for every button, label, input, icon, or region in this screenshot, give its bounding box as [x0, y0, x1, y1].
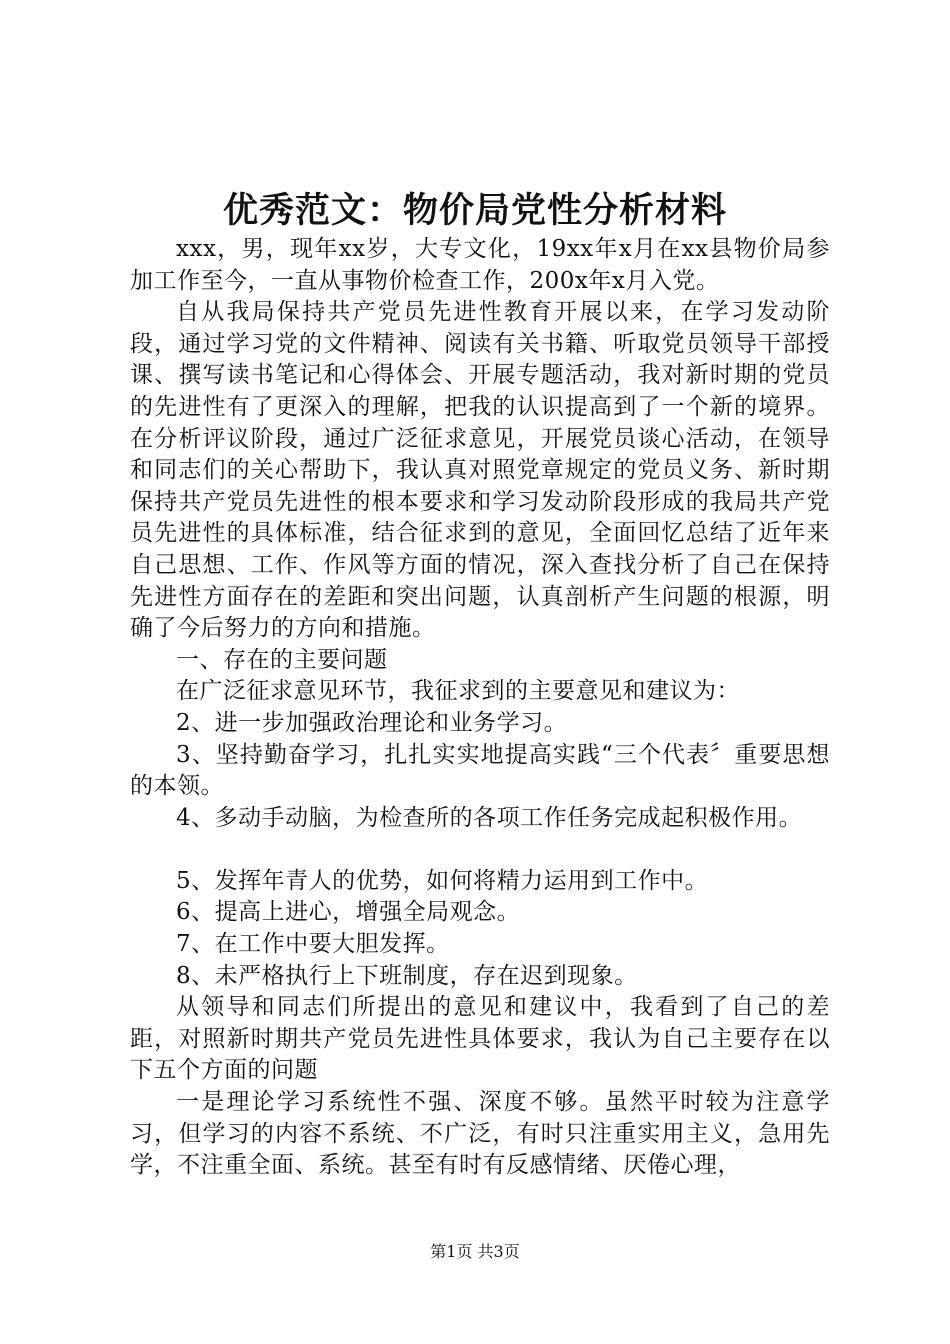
list-item-opinion-2: 2、进一步加强政治理论和业务学习。 — [176, 709, 568, 736]
list-item-opinion-5: 5、发挥年青人的优势，如何将精力运用到工作中。 — [176, 867, 709, 894]
list-item-opinion-4: 4、多动手动脑，为检查所的各项工作任务完成起积极作用。 — [176, 804, 803, 831]
paragraph-problem-one: 一是理论学习系统性不强、深度不够。虽然平时较为注意学习，但学习的内容不系统、不广泛，有时只注重实用主义，急用先学，不注重全面、系统。甚至有时有反感情绪、厌倦心理， — [130, 1089, 830, 1179]
section-heading-problems: 一、存在的主要问题 — [176, 646, 388, 673]
blank-line — [130, 834, 830, 866]
paragraph-intro: xxx，男，现年xx岁，大专文化，19xx年x月在xx县物价局参加工作至今，一直从事物价检查工作，200x年x月入党。 — [130, 236, 830, 294]
list-item-opinion-7: 7、在工作中要大胆发挥。 — [176, 931, 450, 958]
list-item-opinion-8: 8、未严格执行上下班制度，存在迟到现象。 — [176, 962, 638, 989]
list-item-opinion-6: 6、提高上进心，增强全局观念。 — [176, 899, 521, 926]
page-footer: 第1页 共3页 — [430, 1242, 520, 1261]
paragraph-self-assessment: 从领导和同志们所提出的意见和建议中，我看到了自己的差距，对照新时期共产党员先进性具体要求，我认为自己主要存在以下五个方面的问题 — [130, 994, 830, 1084]
document-body — [130, 234, 830, 1182]
paragraph-background: 自从我局保持共产党员先进性教育开展以来，在学习发动阶段，通过学习党的文件精神、阅读有关书籍、听取党员领导干部授课、撰写读书笔记和心得体会、开展专题活动，我对新时期的党员的先进性有了更深入的理解，把我的认识提高到了一个新的境界。在分析评议阶段，通过广泛征求意见，开展党员谈心活动，在领导和同志们的关心帮助下，我认真对照党章规定的党员义务、新时期保持共产党员先进性的根本要求和学习发动阶段形成的我局共产党员先进性的具体标准，结合征求到的意见，全面回忆总结了近年来自己思想、工作、作风等方面的情况，深入查找分析了自己在保持先进性方面存在的差距和突出问题，认真剖析产生问题的根源，明确了今后努力的方向和措施。 — [130, 299, 830, 642]
page-title: 优秀范文：物价局党性分析材料 — [222, 190, 727, 231]
list-item-opinion-3: 3、坚持勤奋学习，扎扎实实地提高实践“三个代表〞重要思想的本领。 — [130, 741, 830, 800]
paragraph-opinions-intro: 在广泛征求意见环节，我征求到的主要意见和建议为： — [176, 678, 740, 705]
